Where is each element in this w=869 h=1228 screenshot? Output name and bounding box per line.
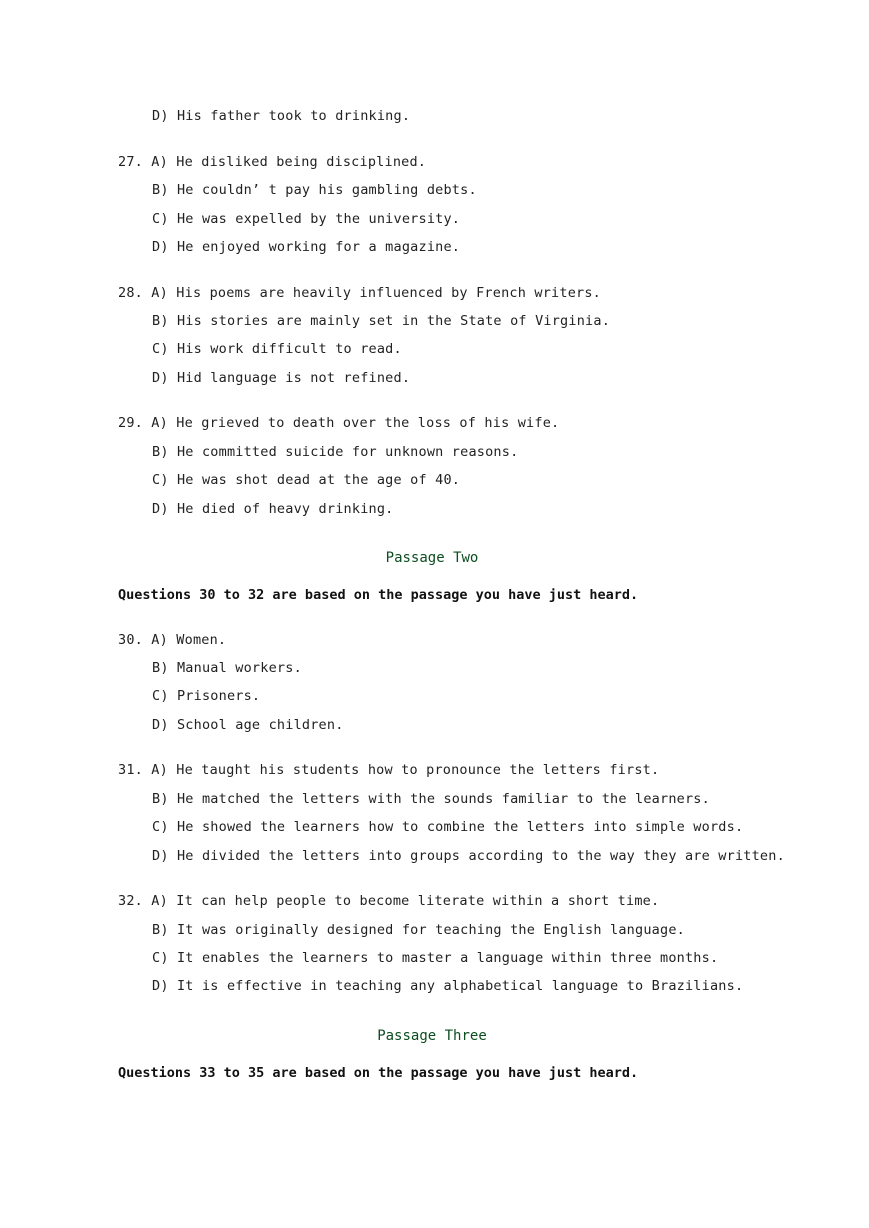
passage-three-heading: Passage Three [377,1028,487,1044]
q28-option-c: C) His work difficult to read. [152,341,402,357]
q28-option-b: B) His stories are mainly set in the State of Virginia. [152,313,611,329]
q32-option-b: B) It was originally designed for teaching the English language. [152,922,685,938]
q29-option-d: D) He died of heavy drinking. [152,501,394,517]
q29-option-c: C) He was shot dead at the age of 40. [152,472,461,488]
q32-option-a: 32. A) It can help people to become literate within a short time. [118,893,660,909]
q30-option-b: B) Manual workers. [152,660,302,676]
passage-two-heading: Passage Two [385,550,479,566]
q31-option-d: D) He divided the letters into groups according to the way they are written. [152,848,785,864]
q31-option-b: B) He matched the letters with the sounds familiar to the learners. [152,791,710,807]
passage-two-instruction: Questions 30 to 32 are based on the passage you have just heard. [118,587,639,603]
q27-option-b: B) He couldn’ t pay his gambling debts. [152,182,477,198]
passage-three-instruction: Questions 33 to 35 are based on the passage you have just heard. [118,1065,639,1081]
q29-option-b: B) He committed suicide for unknown reasons. [152,444,519,460]
q31-option-c: C) He showed the learners how to combine the letters into simple words. [152,819,744,835]
q28-option-d: D) Hid language is not refined. [152,370,411,386]
q30-option-c: C) Prisoners. [152,688,261,704]
q28-option-a: 28. A) His poems are heavily influenced by French writers. [118,285,602,301]
q31-option-a: 31. A) He taught his students how to pronounce the letters first. [118,762,660,778]
q26-option-d: D) His father took to drinking. [152,108,411,124]
q27-option-a: 27. A) He disliked being disciplined. [118,154,427,170]
q32-option-c: C) It enables the learners to master a language within three months. [152,950,719,966]
q27-option-d: D) He enjoyed working for a magazine. [152,239,461,255]
q29-option-a: 29. A) He grieved to death over the loss of his wife. [118,415,560,431]
q32-option-d: D) It is effective in teaching any alphabetical language to Brazilians. [152,978,744,994]
q27-option-c: C) He was expelled by the university. [152,211,461,227]
q30-option-d: D) School age children. [152,717,344,733]
q30-option-a: 30. A) Women. [118,632,227,648]
